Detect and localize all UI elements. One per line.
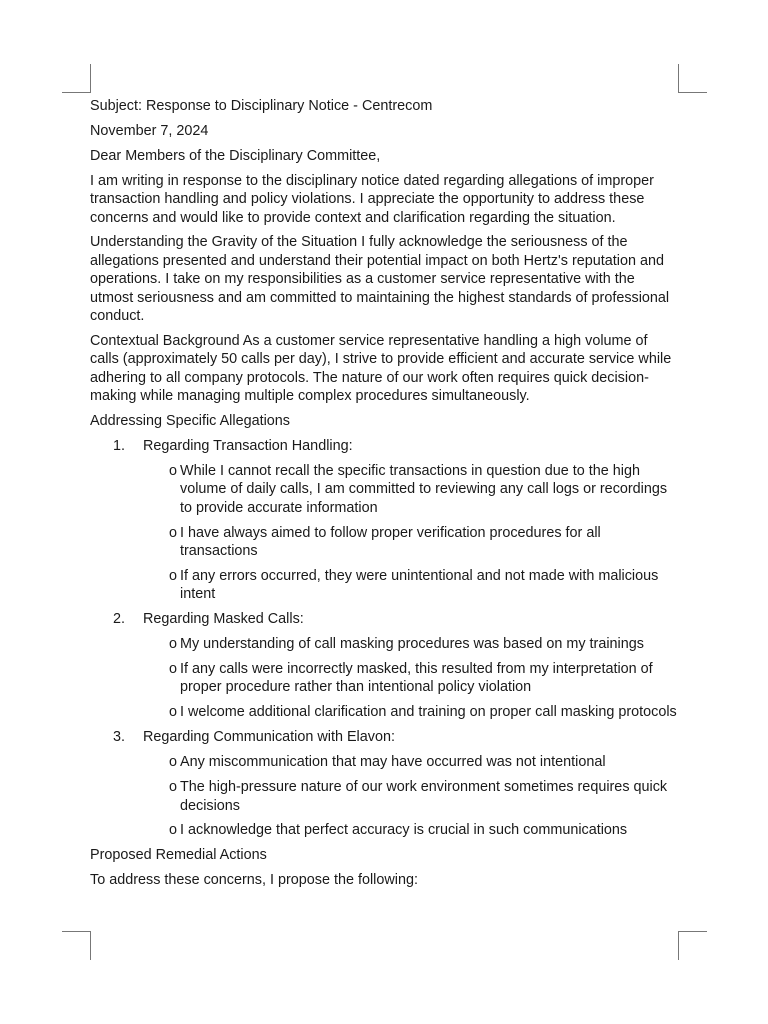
- section-heading-allegations: Addressing Specific Allegations: [90, 413, 290, 430]
- subject-line: Subject: Response to Disciplinary Notice - Centrecom: [90, 98, 433, 114]
- salutation: Dear Members of the Disciplinary Committee,: [90, 147, 381, 164]
- bullet-marker: o: [169, 822, 178, 839]
- list-item: [90, 567, 680, 604]
- allegation-item: [90, 610, 680, 722]
- allegation-item: [90, 437, 680, 604]
- bullet-text: I have always aimed to follow proper verification procedures for all transactions: [180, 524, 601, 560]
- sub-bullet-list: [90, 635, 680, 722]
- list-number: 3.: [113, 729, 126, 746]
- document-page: [90, 97, 680, 896]
- bullet-marker: o: [169, 779, 178, 796]
- bullet-text: Any miscommunication that may have occurred was not intentional: [180, 754, 606, 771]
- sub-bullet-list: [90, 462, 680, 604]
- list-item: [90, 635, 680, 653]
- bullet-marker: o: [169, 754, 178, 771]
- crop-mark-bottom-right: [678, 931, 707, 960]
- allegation-heading: Regarding Masked Calls:: [143, 611, 304, 628]
- paragraph-gravity: Understanding the Gravity of the Situation I fully acknowledge the seriousness of the allegations presented and understand their potential impact on both Hertz's reputation and operations. I take on my responsibilities as a customer service representative with the utmost seriousness and am committed to maintaining the highest standards of professional conduct.: [90, 234, 670, 325]
- bullet-marker: o: [169, 524, 178, 541]
- bullet-text: The high-pressure nature of our work environment sometimes requires quick decisions: [180, 779, 668, 814]
- list-item: [90, 660, 680, 697]
- bullet-marker: o: [169, 462, 178, 479]
- list-item: [90, 821, 680, 839]
- bullet-marker: o: [169, 567, 178, 584]
- bullet-text: If any calls were incorrectly masked, this resulted from my interpretation of proper procedure rather than intentional policy violation: [180, 661, 653, 696]
- crop-mark-top-left: [62, 64, 91, 93]
- allegation-heading: Regarding Transaction Handling:: [143, 438, 353, 454]
- bullet-text: I welcome additional clarification and training on proper call masking protocols: [180, 704, 677, 721]
- bullet-marker: o: [169, 636, 178, 653]
- paragraph-context: Contextual Background As a customer service representative handling a high volume of calls (approximately 50 calls per day), I strive to provide efficient and accurate service while adhering to all company protocols. The nature of our work often requires quick decision-making while managing multiple complex procedures simultaneously.: [90, 332, 672, 405]
- sub-bullet-list: [90, 753, 680, 840]
- bullet-text: While I cannot recall the specific transactions in question due to the high volume of daily calls, I am committed to reviewing any call logs or recordings to provide accurate information: [180, 462, 668, 516]
- bullet-text: If any errors occurred, they were unintentional and not made with malicious intent: [180, 567, 659, 603]
- list-item: [90, 778, 680, 815]
- bullet-text: I acknowledge that perfect accuracy is crucial in such communications: [180, 822, 628, 839]
- letter-date: November 7, 2024: [90, 122, 209, 139]
- list-item: [90, 462, 680, 517]
- list-item: [90, 524, 680, 561]
- paragraph-intro: I am writing in response to the disciplinary notice dated regarding allegations of improper transaction handling and policy violations. I appreciate the opportunity to address these concerns and would like to provide context and clarification regarding the situation.: [90, 172, 654, 226]
- bullet-marker: o: [169, 661, 178, 678]
- allegation-heading: Regarding Communication with Elavon:: [143, 729, 395, 746]
- list-item: [90, 753, 680, 771]
- list-number: 2.: [113, 611, 126, 628]
- bullet-marker: o: [169, 704, 178, 721]
- crop-mark-bottom-left: [62, 931, 91, 960]
- crop-mark-top-right: [678, 64, 707, 93]
- section-heading-remedial: Proposed Remedial Actions: [90, 847, 267, 864]
- allegation-item: [90, 728, 680, 840]
- list-number: 1.: [113, 438, 126, 454]
- list-item: [90, 703, 680, 721]
- allegations-list: [90, 437, 680, 840]
- bullet-text: My understanding of call masking procedures was based on my trainings: [180, 636, 644, 653]
- remedial-intro: To address these concerns, I propose the following:: [90, 872, 418, 889]
